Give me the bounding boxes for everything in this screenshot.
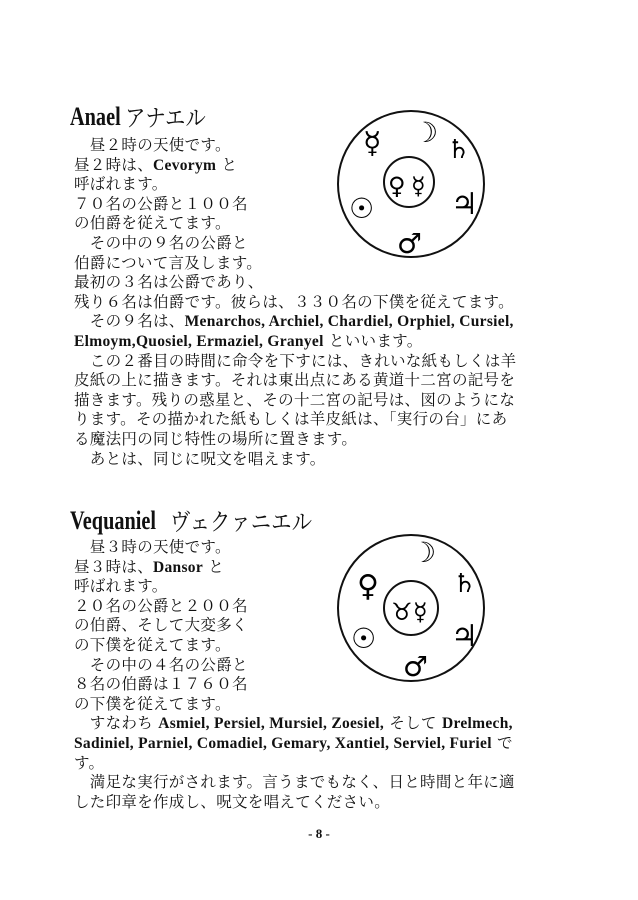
text-line	[74, 450, 326, 468]
text-line	[74, 312, 514, 331]
text-run: の下僕を従えてます。	[74, 636, 231, 654]
text-line	[74, 616, 248, 634]
text-run: その中の９名の公爵と	[74, 234, 248, 252]
text-run: 満足な実行がされます。言うまでもなく、日と時間と年に適	[74, 773, 515, 792]
text-line	[74, 136, 231, 154]
section-heading-anael	[70, 104, 220, 130]
jupiter-icon: ♃	[451, 187, 478, 222]
mercury-icon: ☿	[363, 126, 382, 161]
text-line	[74, 597, 248, 615]
text-run: 昼２時は、	[74, 155, 154, 174]
text-line	[74, 656, 248, 674]
text-line	[74, 558, 224, 577]
text-run: そして	[384, 714, 442, 733]
text-run: 伯爵について言及します。	[74, 253, 263, 272]
taurus-icon: ♉	[391, 598, 413, 626]
text-line	[74, 214, 231, 232]
text-run: 呼ばれます。	[74, 577, 168, 596]
moon-icon: ☽	[411, 536, 437, 569]
text-line	[74, 156, 237, 175]
sun-icon: ☉	[349, 192, 375, 225]
text-run: す。	[74, 753, 105, 772]
latin-name-run: Drelmech,	[441, 715, 513, 733]
text-run: した印章を作成し、呪文を唱えてください。	[74, 792, 391, 811]
text-line	[74, 754, 104, 772]
heading-kana: ヴェクァニエル	[170, 508, 313, 536]
text-line	[74, 175, 168, 193]
text-line	[74, 254, 262, 272]
text-line	[74, 410, 507, 428]
text-line	[74, 293, 514, 311]
jupiter-icon: ♃	[451, 619, 478, 654]
latin-name-run: Elmoym,Quosiel, Ermaziel, Granyel	[74, 333, 324, 350]
text-run: すなわち	[74, 714, 159, 733]
text-line	[74, 636, 231, 654]
latin-name-run: Cevorym	[153, 156, 217, 174]
text-run: の伯爵、そして大変多く	[74, 616, 248, 635]
mercury-icon: ☿	[411, 172, 426, 200]
text-line	[74, 391, 515, 409]
text-run: 最初の３名は公爵であり、	[74, 273, 264, 292]
text-run: その９名は、	[74, 312, 185, 331]
text-run: 呼ばれます。	[74, 175, 168, 194]
text-run: 昼３時は、	[74, 557, 154, 576]
mercury-icon: ☿	[413, 598, 428, 626]
text-line	[74, 675, 248, 693]
text-run: ２０名の公爵と２００名	[74, 596, 248, 615]
latin-name-run: Sadiniel, Parniel, Comadiel, Gemary, Xantiel, Serviel, Furiel	[74, 735, 492, 752]
text-run: 昼２時の天使です。	[74, 136, 231, 154]
mars-icon: ♂	[397, 227, 423, 260]
venus-icon: ♀	[388, 172, 406, 200]
text-line	[74, 773, 515, 791]
text-run: で	[491, 734, 513, 752]
latin-name-run: Menarchos, Archiel, Chardiel, Orphiel, Cursiel,	[184, 313, 514, 331]
text-run: る魔法円の同じ特性の場所に置きます。	[74, 430, 358, 448]
text-run: ８名の伯爵は１７６０名	[74, 675, 248, 694]
section-heading-vequaniel	[70, 508, 337, 534]
text-line	[74, 195, 248, 213]
text-run: といいます。	[323, 332, 423, 350]
text-run: 描きます。残りの惑星と、その十二宮の記号は、図のようにな	[74, 390, 516, 409]
saturn-icon: ♄	[453, 569, 477, 599]
mars-icon: ♂	[403, 650, 429, 683]
saturn-icon: ♄	[447, 135, 471, 165]
text-line	[74, 352, 516, 370]
latin-name-run: Asmiel, Persiel, Mursiel, Zoesiel,	[158, 715, 385, 733]
text-line	[74, 538, 231, 556]
text-run: の下僕を従えてます。	[74, 694, 231, 713]
sun-icon: ☉	[351, 622, 377, 655]
page-number: - 8 -	[308, 826, 330, 841]
text-line	[74, 695, 231, 713]
text-line	[74, 577, 168, 595]
text-run: と	[216, 155, 238, 174]
text-run: この２番目の時間に命令を下すには、きれいな紙もしくは羊	[74, 351, 517, 370]
text-run: と	[203, 557, 225, 576]
text-run: ７０名の公爵と１００名	[74, 194, 248, 213]
heading-latin: Vequaniel	[70, 506, 157, 535]
text-line	[74, 714, 513, 733]
text-run: あとは、同じに呪文を唱えます。	[74, 449, 326, 468]
text-run: その中の４名の公爵と	[74, 655, 248, 674]
moon-icon: ☽	[413, 116, 439, 149]
heading-kana: アナエル	[125, 104, 206, 132]
latin-name-run: Dansor	[153, 558, 204, 576]
text-run: の伯爵を従えてます。	[74, 214, 231, 233]
text-line	[74, 273, 264, 291]
text-run: ります。その描かれた紙もしくは羊皮紙は、「実行の台」にあ	[74, 410, 508, 429]
text-line	[74, 430, 357, 448]
text-line	[74, 734, 513, 753]
text-line	[74, 332, 423, 351]
heading-latin: Anael	[70, 102, 121, 131]
text-line	[74, 234, 248, 252]
seal-anael	[335, 108, 487, 260]
seal-vequaniel	[335, 532, 487, 684]
text-run: 昼３時の天使です。	[74, 538, 231, 556]
venus-icon: ♀	[357, 569, 379, 604]
text-run: 皮紙の上に描きます。それは東出点にある黄道十二宮の記号を	[74, 371, 516, 390]
text-line	[74, 371, 515, 389]
text-line	[74, 793, 390, 811]
text-run: 残り６名は伯爵です。彼らは、３３０名の下僕を従えてます。	[74, 292, 514, 311]
